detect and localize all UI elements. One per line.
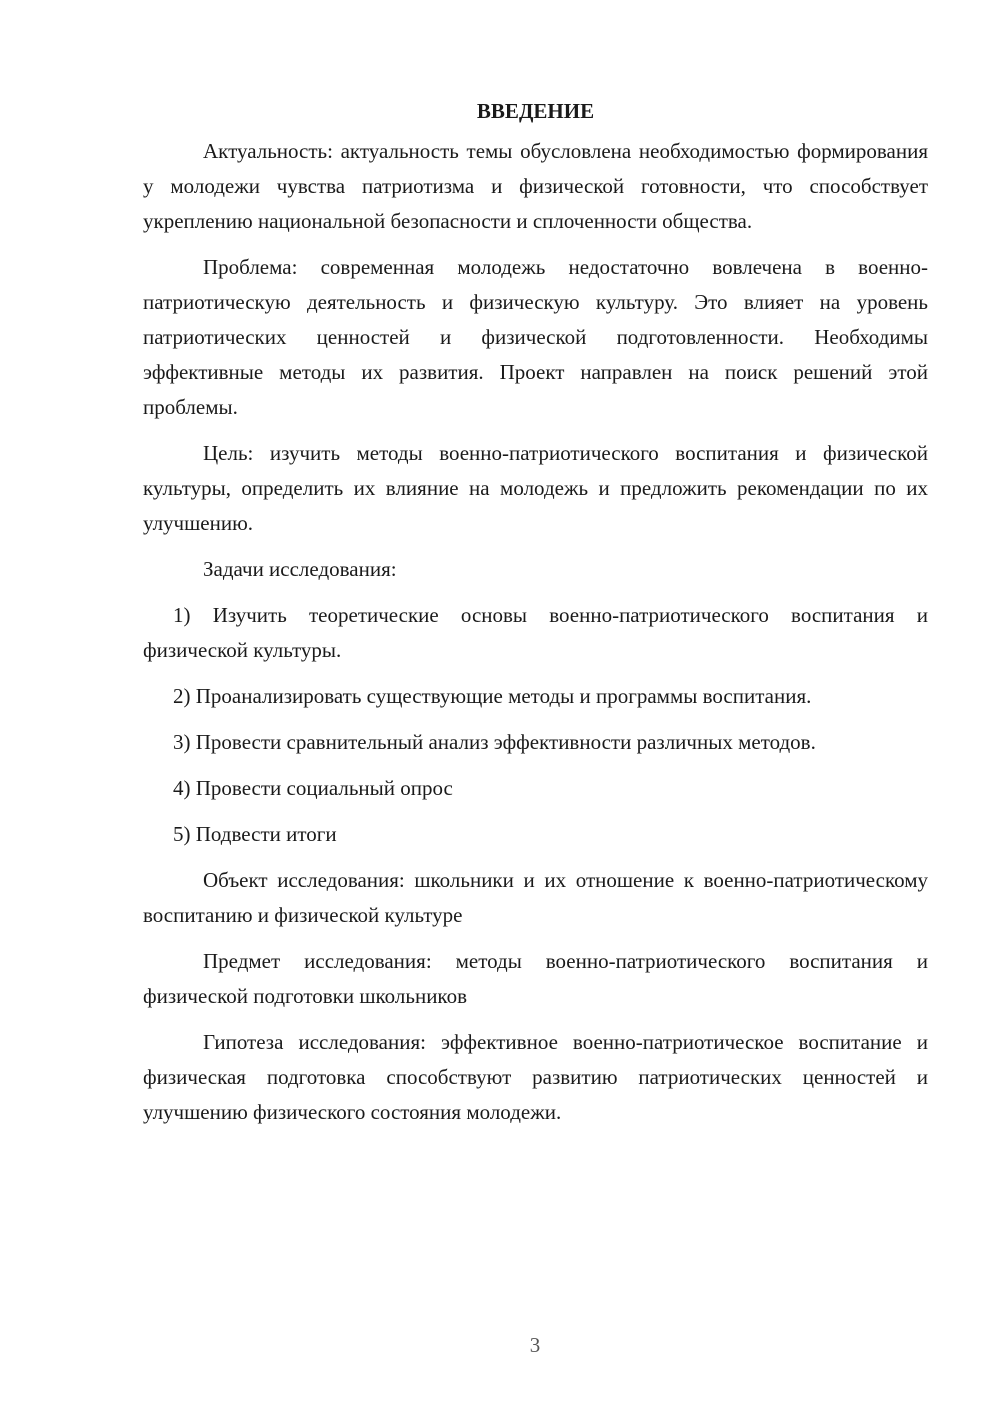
task-item-2: 2) Проанализировать существующие методы и программы воспитания. [173, 684, 812, 708]
paragraph-hypothesis: Гипотеза исследования: эффективное военно-патриотическое воспитание и физическая подготовка способствуют развитию патриотических ценностей и улучшению физического состояния молодежи. [143, 1030, 928, 1124]
paragraph-object: Объект исследования: школьники и их отношение к военно-патриотическому воспитанию и физической культуре [143, 868, 928, 927]
task-item-1: 1) Изучить теоретические основы военно-патриотического воспитания и физической культуры. [143, 603, 928, 662]
section-title: ВВЕДЕНИЕ [476, 99, 595, 123]
task-item-4: 4) Провести социальный опрос [173, 776, 453, 800]
page-number: 3 [529, 1333, 541, 1357]
paragraph-tasks-heading: Задачи исследования: [203, 557, 397, 581]
paragraph-problem: Проблема: современная молодежь недостаточно вовлечена в военно-патриотическую деятельность и физическую культуру. Это влияет на уровень патриотических ценностей и физической подготовленности. Необходимы эффективные методы их развития. Проект направлен на поиск решений этой проблемы. [143, 255, 928, 419]
paragraph-relevance: Актуальность: актуальность темы обусловлена необходимостью формирования у молодежи чувства патриотизма и физической готовности, что способствует укреплению национальной безопасности и сплоченности общества. [143, 139, 928, 233]
document-page [143, 94, 928, 1141]
paragraph-goal: Цель: изучить методы военно-патриотического воспитания и физической культуры, определить их влияние на молодежь и предложить рекомендации по их улучшению. [143, 441, 928, 535]
task-item-5: 5) Подвести итоги [173, 822, 337, 846]
task-item-3: 3) Провести сравнительный анализ эффективности различных методов. [173, 730, 816, 754]
paragraph-subject: Предмет исследования: методы военно-патриотического воспитания и физической подготовки школьников [143, 949, 928, 1008]
